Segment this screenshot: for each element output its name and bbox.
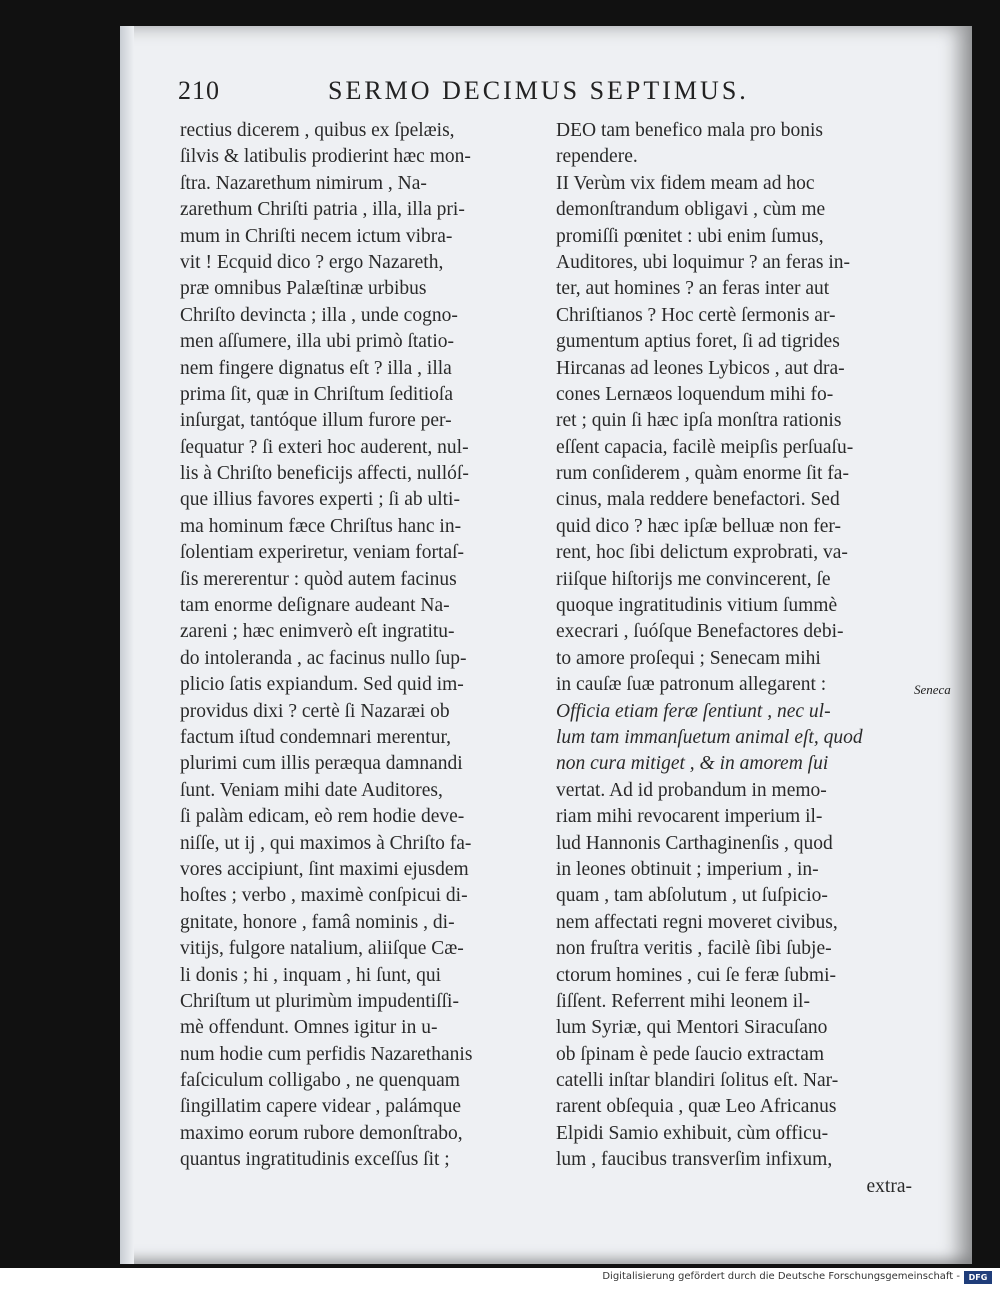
text-line: rependere. — [556, 146, 638, 168]
text-line: vitijs, fulgore natalium, aliiſque Cæ- — [180, 938, 464, 960]
page-number: 210 — [178, 76, 220, 105]
page-edge — [120, 26, 134, 1264]
text-line: niſſe, ut ij , qui maximos à Chriſto fa- — [180, 832, 472, 854]
text-line: hoſtes ; verbo , maximè conſpicui di- — [180, 885, 468, 907]
running-title: SERMO DECIMUS SEPTIMUS. — [328, 76, 749, 105]
text-line: catelli inſtar blandiri ſolitus eſt. Nar- — [556, 1070, 839, 1092]
text-line: zareni ; hæc enimverò eſt ingratitu- — [180, 621, 455, 643]
text-line: inſurgat, tantóque illum furore per- — [180, 410, 452, 432]
text-line: Auditores, ubi loquimur ? an feras in- — [556, 251, 851, 273]
text-line: promiſſi pœnitet : ubi enim ſumus, — [556, 225, 824, 247]
text-line: gumentum aptius foret, ſi ad tigrides — [556, 331, 840, 353]
text-line: Chriſtum ut plurimùm impudentiſſi- — [180, 990, 459, 1012]
text-line: gnitate, honore , famâ nominis , di- — [180, 911, 455, 933]
text-line: rent, hoc ſibi delictum exprobrati, va- — [556, 542, 848, 564]
text-line: præ omnibus Palæſtinæ urbibus — [180, 278, 427, 300]
text-line: lud Hannonis Carthaginenſis , quod — [556, 832, 833, 854]
text-line: vores accipiunt, ſint maximi ejusdem — [180, 858, 469, 880]
text-line: factum iſtud condemnari merentur, — [180, 726, 452, 748]
text-line: ob ſpinam è pede ſaucio extractam — [556, 1043, 825, 1065]
text-line: zarethum Chriſti patria , illa, illa pri- — [180, 199, 465, 221]
text-line: vit ! Ecquid dico ? ergo Nazareth, — [180, 251, 444, 273]
text-line: to amore proſequi ; Senecam mihi — [556, 647, 821, 669]
text-line: ſilvis & latibulis prodierint hæc mon- — [180, 146, 471, 168]
text-line: ſtra. Nazarethum nimirum , Na- — [180, 172, 427, 194]
text-line: tam enorme deſignare audeant Na- — [180, 595, 450, 617]
text-line: in leones obtinuit ; imperium , in- — [556, 858, 819, 880]
text-line: ter, aut homines ? an feras inter aut — [556, 278, 830, 300]
text-line: Officia etiam feræ ſentiunt , nec ul- — [556, 700, 831, 722]
text-line: Chriſto devincta ; illa , unde cogno- — [180, 304, 458, 326]
text-line: ſingillatim capere videar , palámque — [180, 1096, 462, 1118]
text-line: Chriſtianos ? Hoc certè ſermonis ar- — [556, 304, 836, 326]
text-line: prima ſit, quæ in Chriſtum ſeditioſa — [180, 383, 453, 405]
text-line: maximo eorum rubore demonſtrabo, — [180, 1122, 463, 1144]
text-line: faſciculum colligabo , ne quenquam — [180, 1070, 460, 1092]
text-line: quoque ingratitudinis vitium ſummè — [556, 595, 838, 617]
text-line: quantus ingratitudinis exceſſus ſit ; — [180, 1149, 450, 1171]
text-line: ſiſſent. Referrent mihi leonem il- — [556, 990, 810, 1012]
text-line: plurimi cum illis peræqua damnandi — [180, 753, 463, 775]
text-line: ſequatur ? ſi exteri hoc auderent, nul- — [180, 436, 469, 458]
text-line: men aſſumere, illa ubi primò ſtatio- — [180, 331, 455, 353]
text-line: rectius dicerem , quibus ex ſpelæis, — [180, 120, 455, 141]
marginal-note: Seneca — [914, 682, 951, 697]
text-line: quam , tam abſolutum , ut ſuſpicio- — [556, 885, 828, 907]
text-line: vertat. Ad id probandum in memo- — [556, 779, 827, 801]
text-line: lum Syriæ, qui Mentori Siracuſano — [556, 1017, 828, 1039]
text-line: non cura mitiget , & in amorem ſui — [556, 753, 829, 775]
page-header — [178, 76, 778, 116]
text-line: Elpidi Samio exhibuit, cùm officu- — [556, 1122, 829, 1144]
text-line: quid dico ? hæc ipſæ belluæ non fer- — [556, 515, 842, 537]
text-line: plicio ſatis expiandum. Sed quid im- — [180, 674, 464, 696]
text-line: lum , faucibus transverſim infixum, — [556, 1149, 833, 1171]
text-line: nem affectati regni moveret civibus, — [556, 911, 838, 933]
text-line: II Verùm vix fidem meam ad hoc — [556, 172, 815, 194]
text-line: mè offendunt. Omnes igitur in u- — [180, 1017, 438, 1039]
text-line: que illius favores experti ; ſi ab ulti- — [180, 489, 460, 511]
text-line: num hodie cum perfidis Nazarethanis — [180, 1043, 473, 1065]
text-line: do intoleranda , ac facinus nullo ſup- — [180, 647, 467, 669]
text-line: nem fingere dignatus eſt ? illa , illa — [180, 357, 452, 379]
text-line: DEO tam benefico mala pro bonis — [556, 120, 823, 141]
text-line: ma hominum fæce Chriſtus hanc in- — [180, 515, 462, 537]
funding-notice: Digitalisierung gefördert durch die Deutsche Forschungsgemeinschaft - — [602, 1271, 960, 1282]
right-text-column — [556, 118, 912, 1200]
text-line: non fruſtra veritis , facilè ſibi ſubje- — [556, 938, 832, 960]
text-line: ſis mererentur : quòd autem facinus — [180, 568, 457, 590]
text-line: Hircanas ad leones Lybicos , aut dra- — [556, 357, 845, 379]
text-line: lum tam immanſuetum animal eſt, quod — [556, 726, 863, 748]
text-line: li donis ; hi , inquam , hi ſunt, qui — [180, 964, 442, 986]
text-line: ctorum homines , cui ſe feræ ſubmi- — [556, 964, 836, 986]
text-line: demonſtrandum obligavi , cùm me — [556, 199, 826, 221]
text-line: riam mihi revocarent imperium il- — [556, 806, 823, 828]
text-line: ret ; quin ſi hæc ipſa monſtra rationis — [556, 410, 842, 432]
text-line: in cauſæ ſuæ patronum allegarent : — [556, 674, 827, 696]
text-line: providus dixi ? certè ſi Nazaræi ob — [180, 700, 450, 722]
dfg-logo: DFG — [964, 1271, 992, 1284]
text-line: lis à Chriſto beneficijs affecti, nullóſ- — [180, 463, 469, 485]
text-line: cinus, mala reddere benefactori. Sed — [556, 489, 840, 511]
text-line: extra- — [866, 1175, 912, 1197]
left-text-column — [180, 118, 542, 1174]
text-line: execrari , ſuóſque Benefactores debi- — [556, 621, 844, 643]
text-line: mum in Chriſti necem ictum vibra- — [180, 225, 453, 247]
text-line: ſolentiam experiretur, veniam fortaſ- — [180, 542, 465, 564]
text-line: riiſque hiſtorijs me convincerent, ſe — [556, 568, 831, 590]
text-line: cones Lernæos loquendum mihi fo- — [556, 383, 834, 405]
text-line: rarent obſequia , quæ Leo Africanus — [556, 1096, 837, 1118]
text-line: eſſent capacia, facilè meipſis perſuaſu- — [556, 436, 854, 458]
text-line: ſunt. Veniam mihi date Auditores, — [180, 779, 443, 801]
text-line: ſi palàm edicam, eò rem hodie deve- — [180, 806, 465, 828]
text-line: rum conſiderem , quàm enorme ſit fa- — [556, 463, 849, 485]
